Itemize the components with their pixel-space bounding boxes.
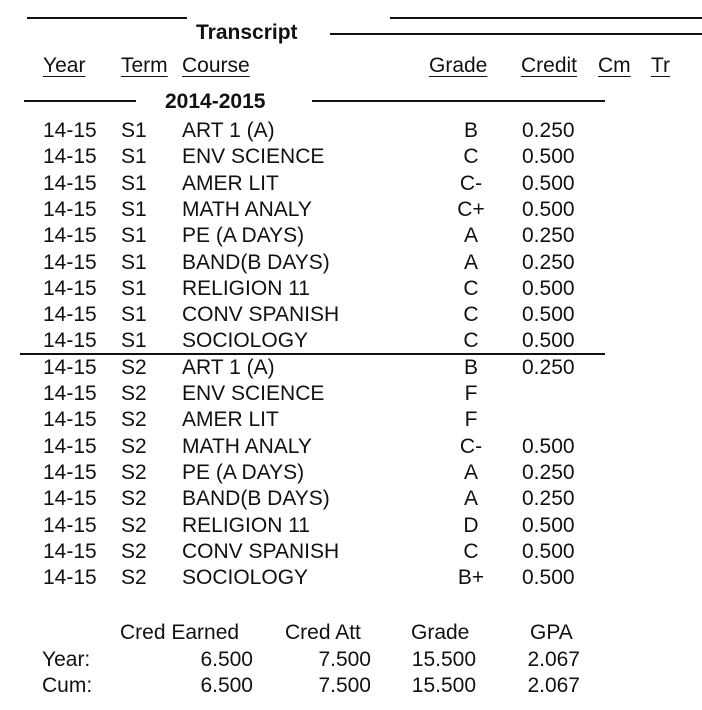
row-term: S1 [121, 119, 147, 142]
row-course: ENV SCIENCE [182, 382, 325, 405]
row-credit: 0.500 [522, 539, 575, 563]
row-year: 14-15 [43, 224, 97, 248]
table-row [0, 225, 702, 251]
row-course: RELIGION 11 [182, 276, 310, 300]
row-course: RELIGION 11 [182, 513, 310, 537]
row-year: 14-15 [43, 276, 97, 300]
row-course: PE (A DAYS) [182, 224, 305, 248]
row-credit: 0.500 [522, 276, 575, 300]
row-credit: 0.500 [522, 566, 575, 590]
row-grade: A [463, 224, 478, 248]
table-row [0, 462, 702, 488]
row-year: 14-15 [43, 539, 97, 563]
row-course: MATH ANALY [182, 197, 312, 221]
row-grade: B [463, 119, 478, 142]
semester-separator [20, 353, 605, 355]
row-term: S1 [121, 145, 147, 169]
summary-cum-gpa: 2.067 [527, 674, 580, 697]
row-course: MATH ANALY [182, 434, 312, 458]
summary-cum-cred-earned: 6.500 [200, 674, 253, 697]
summary-year-gpa: 2.067 [527, 648, 580, 671]
row-term: S1 [121, 276, 147, 300]
summary-header-cred-earned: Cred Earned [120, 621, 240, 644]
header-credit: Credit [521, 54, 578, 77]
row-credit: 0.250 [522, 119, 575, 142]
row-credit: 0.500 [522, 171, 575, 195]
row-term: S2 [121, 355, 147, 379]
table-row [0, 357, 702, 383]
row-term: S2 [121, 382, 147, 405]
row-year: 14-15 [43, 408, 97, 432]
row-grade: D [463, 513, 479, 537]
row-course: SOCIOLOGY [182, 329, 309, 353]
row-term: S1 [121, 171, 147, 195]
row-credit: 0.250 [522, 355, 575, 379]
row-year: 14-15 [43, 434, 97, 458]
table-row [0, 383, 702, 409]
row-credit: 0.500 [522, 434, 575, 458]
summary-header-gpa: GPA [530, 621, 573, 644]
row-course: SOCIOLOGY [182, 566, 309, 590]
summary-year-label: Year: [42, 648, 91, 671]
header-cm: Cm [598, 54, 631, 77]
row-term: S2 [121, 434, 147, 458]
row-credit: 0.250 [522, 487, 575, 511]
header-tr: Tr [651, 54, 671, 77]
row-credit: 0.250 [522, 224, 575, 248]
row-grade: C [463, 329, 479, 353]
table-row [0, 488, 702, 514]
table-row [0, 252, 702, 278]
transcript-title: Transcript [196, 21, 298, 44]
header-grade: Grade [429, 54, 488, 77]
row-course: BAND(B DAYS) [182, 250, 330, 274]
row-grade: F [464, 382, 478, 405]
table-row [0, 278, 702, 304]
row-credit: 0.500 [522, 197, 575, 221]
row-credit: 0.500 [522, 145, 575, 169]
row-year: 14-15 [43, 382, 97, 405]
row-credit: 0.500 [522, 303, 575, 327]
table-row [0, 409, 702, 435]
summary-header-cred-att: Cred Att [285, 621, 361, 644]
table-row [0, 173, 702, 199]
row-grade: C [463, 276, 479, 300]
row-term: S2 [121, 566, 147, 590]
row-grade: C [463, 539, 479, 563]
row-year: 14-15 [43, 119, 97, 142]
table-row [0, 304, 702, 330]
row-grade: C [463, 145, 479, 169]
row-term: S1 [121, 250, 147, 274]
summary-cum-cred-att: 7.500 [318, 674, 371, 697]
row-credit: 0.500 [522, 329, 575, 353]
row-course: AMER LIT [182, 171, 279, 195]
table-row [0, 146, 702, 172]
summary-year-grade: 15.500 [411, 648, 476, 671]
row-year: 14-15 [43, 197, 97, 221]
row-course: ENV SCIENCE [182, 145, 325, 169]
summary-cum-label: Cum: [42, 674, 93, 697]
row-credit: 0.250 [522, 250, 575, 274]
row-grade: C- [459, 171, 483, 195]
row-year: 14-15 [43, 460, 97, 484]
row-year: 14-15 [43, 566, 97, 590]
row-year: 14-15 [43, 513, 97, 537]
row-credit: 0.250 [522, 460, 575, 484]
row-term: S1 [121, 197, 147, 221]
table-row [0, 120, 702, 146]
row-term: S2 [121, 539, 147, 563]
row-grade: B [463, 355, 478, 379]
row-year: 14-15 [43, 329, 97, 353]
row-course: BAND(B DAYS) [182, 487, 330, 511]
row-credit: 0.500 [522, 513, 575, 537]
row-term: S2 [121, 460, 147, 484]
table-row [0, 541, 702, 567]
header-year: Year [43, 54, 86, 77]
row-grade: C+ [457, 197, 485, 221]
row-year: 14-15 [43, 487, 97, 511]
row-grade: C [463, 303, 479, 327]
row-course: AMER LIT [182, 408, 279, 432]
row-grade: C- [459, 434, 483, 458]
row-year: 14-15 [43, 145, 97, 169]
summary-year-cred-earned: 6.500 [200, 648, 253, 671]
row-grade: A [463, 487, 478, 511]
summary-header-grade: Grade [411, 621, 470, 644]
row-term: S1 [121, 303, 147, 327]
row-term: S1 [121, 329, 147, 353]
table-row [0, 567, 702, 593]
row-year: 14-15 [43, 250, 97, 274]
row-term: S2 [121, 487, 147, 511]
header-term: Term [121, 54, 168, 77]
header-course: Course [182, 54, 250, 77]
row-term: S2 [121, 513, 147, 537]
row-year: 14-15 [43, 355, 97, 379]
table-row [0, 515, 702, 541]
row-grade: B+ [457, 566, 485, 590]
row-grade: F [464, 408, 478, 432]
table-row [0, 199, 702, 225]
row-year: 14-15 [43, 303, 97, 327]
table-row [0, 436, 702, 462]
row-term: S1 [121, 224, 147, 248]
row-course: CONV SPANISH [182, 303, 340, 327]
row-course: ART 1 (A) [182, 355, 275, 379]
school-year-label: 2014-2015 [165, 90, 266, 113]
row-term: S2 [121, 408, 147, 432]
row-grade: A [463, 250, 478, 274]
row-year: 14-15 [43, 171, 97, 195]
row-grade: A [463, 460, 478, 484]
row-course: PE (A DAYS) [182, 460, 305, 484]
row-course: ART 1 (A) [182, 119, 275, 142]
summary-year-cred-att: 7.500 [318, 648, 371, 671]
summary-cum-grade: 15.500 [411, 674, 476, 697]
row-course: CONV SPANISH [182, 539, 340, 563]
